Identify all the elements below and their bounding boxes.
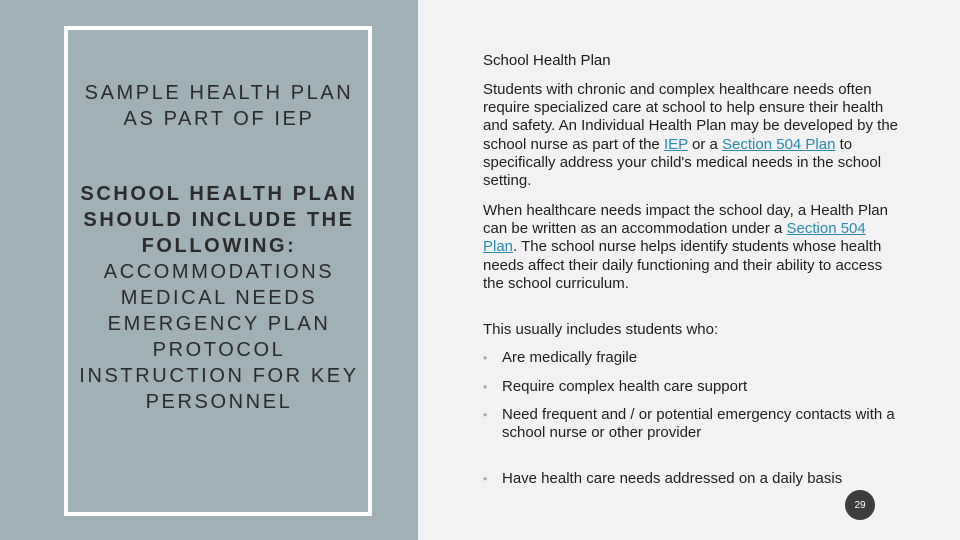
paragraph-3: This usually includes students who: (483, 321, 719, 338)
section-heading: School Health Plan (483, 52, 611, 69)
slide-title: SAMPLE HEALTH PLAN AS PART OF IEP (84, 82, 354, 130)
p1-text: Students with chronic and complex healthcare needs often require specialized care at school to help ensure their health and safety. An Individual Health Plan may be developed by the school nurse as part of the (483, 81, 898, 153)
paragraph-2 (483, 202, 903, 293)
list-item: • Require complex health care support (483, 378, 748, 395)
bullet-icon: • (483, 472, 488, 486)
list-item: INSTRUCTION FOR KEY PERSONNEL (79, 365, 359, 413)
bullet-icon: • (483, 408, 488, 422)
p2-text: When healthcare needs impact the school day, a Health Plan can be written as an accommodation under a (483, 202, 888, 238)
list-item: • Are medically fragile (483, 349, 638, 366)
section-504-link-2[interactable]: Section 504 Plan (483, 220, 866, 256)
section-504-link[interactable]: Section 504 Plan (722, 135, 836, 153)
p1-text-end: to specifically address your child's medical needs in the school setting. (483, 135, 882, 190)
paragraph-1 (483, 81, 903, 190)
iep-link[interactable]: IEP (663, 135, 688, 153)
bullet-icon: • (483, 351, 488, 365)
list-item: ACCOMMODATIONS (103, 261, 335, 283)
list-item: EMERGENCY PLAN (107, 313, 331, 335)
bullet-icon: • (483, 380, 488, 394)
list-heading: SCHOOL HEALTH PLAN SHOULD INCLUDE THE FOLLOWING: (80, 183, 358, 257)
left-list (76, 181, 362, 415)
list-item: PROTOCOL (152, 339, 286, 361)
page-number-badge: 29 (845, 490, 875, 520)
p1-text-mid: or a (687, 135, 723, 153)
list-item: • Need frequent and / or potential emergency contacts with a school nurse or other provider (483, 406, 895, 442)
p2-text-end: . The school nurse helps identify students whose health needs affect their daily functioning and their ability to access the school curriculum. (483, 238, 883, 292)
list-item: MEDICAL NEEDS (120, 287, 318, 309)
list-item: • Have health care needs addressed on a daily basis (483, 470, 843, 487)
